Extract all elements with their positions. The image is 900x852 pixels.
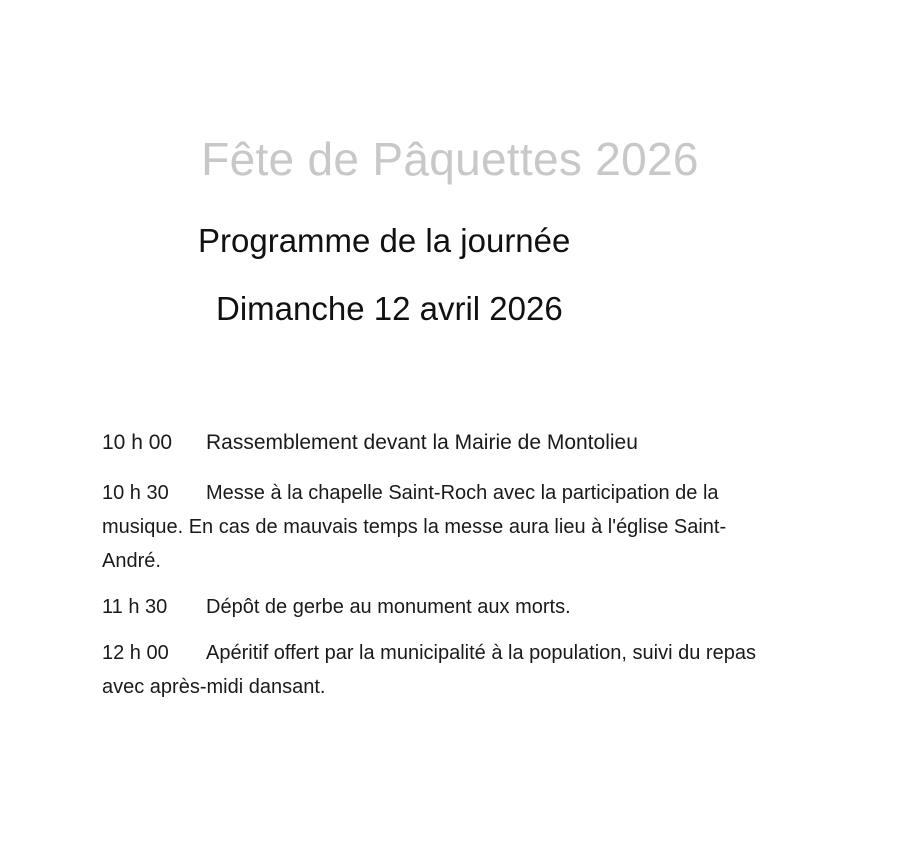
schedule-text: Rassemblement devant la Mairie de Montolieu [206, 431, 638, 454]
document-subtitle: Programme de la journée [198, 222, 571, 259]
schedule-time: 12 h 00 [102, 642, 169, 664]
schedule-list [102, 426, 782, 716]
schedule-item [102, 426, 782, 460]
schedule-text: Messe à la chapelle Saint-Roch avec la participation de la musique. En cas de mauvais temps la messe aura lieu à l'église Saint-André. [102, 482, 727, 572]
schedule-time: 11 h 30 [102, 596, 168, 618]
schedule-text: Dépôt de gerbe au monument aux morts. [206, 596, 571, 618]
schedule-text: Apéritif offert par la municipalité à la population, suivi du repas avec après-midi dansant. [102, 642, 756, 698]
schedule-time: 10 h 30 [102, 482, 169, 504]
document-title: Fête de Pâquettes 2026 [201, 133, 699, 185]
event-date: Dimanche 12 avril 2026 [216, 290, 563, 327]
schedule-item [102, 590, 782, 624]
schedule-time: 10 h 00 [102, 431, 173, 454]
schedule-item [102, 476, 782, 578]
schedule-item [102, 636, 782, 704]
